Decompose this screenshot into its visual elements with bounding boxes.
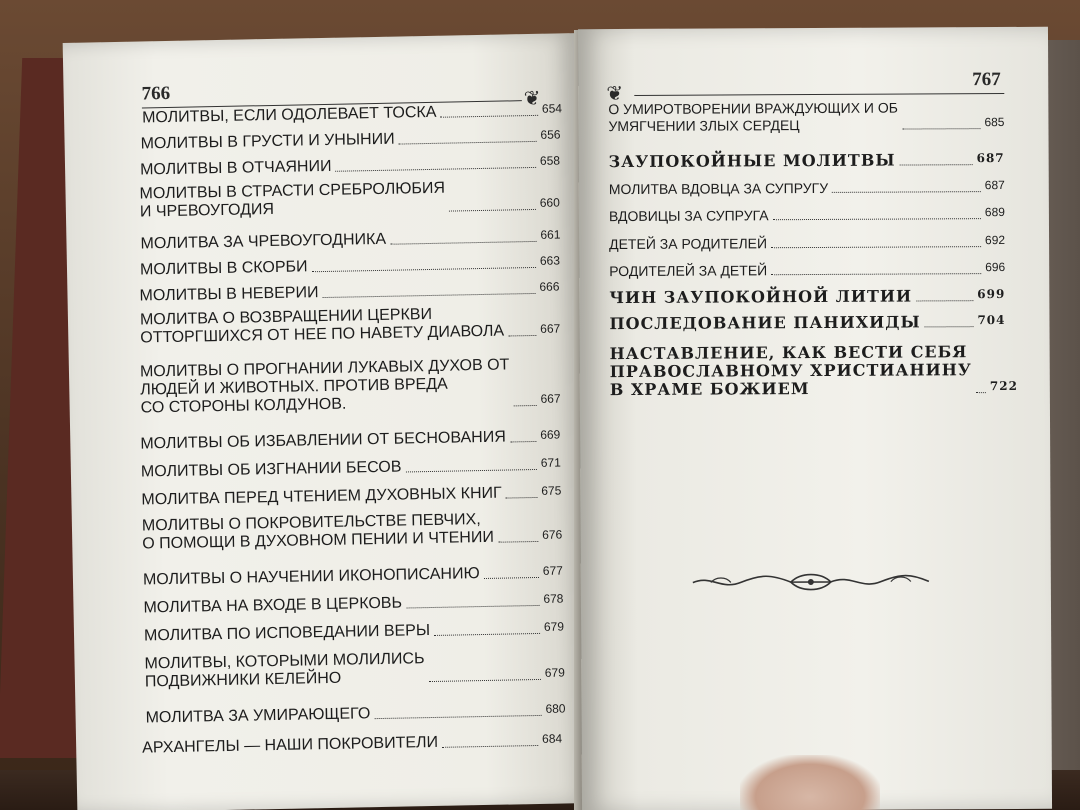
toc-entry-page: 666 xyxy=(539,279,560,294)
dot-leader xyxy=(312,267,536,272)
toc-entry-title: МОЛИТВА НА ВХОДЕ В ЦЕРКОВЬ xyxy=(143,594,403,617)
toc-entry[interactable] xyxy=(142,730,562,758)
toc-entry-title xyxy=(608,100,898,136)
toc-entry-line: МОЛИТВЫ О ПРОГНАНИИ ЛУКАВЫХ ДУХОВ ОТ xyxy=(139,356,510,381)
toc-entry-page: 687 xyxy=(984,178,1005,193)
dot-leader xyxy=(916,300,973,301)
toc-entry-title xyxy=(610,343,972,399)
dot-leader xyxy=(390,241,536,245)
left-page xyxy=(63,33,590,810)
toc-entry-title xyxy=(140,305,504,348)
toc-entry-title: ПОСЛЕДОВАНИЕ ПАНИХИДЫ xyxy=(609,312,921,334)
toc-entry[interactable] xyxy=(140,225,560,253)
decorative-flourish-icon xyxy=(691,571,931,592)
toc-entry[interactable] xyxy=(608,99,1004,135)
toc-entry-page: 684 xyxy=(541,731,563,746)
toc-entry[interactable] xyxy=(139,177,560,221)
toc-entry-title: МОЛИТВЫ В ГРУСТИ И УНЫНИИ xyxy=(140,130,395,153)
toc-entry-line: ОТТОРГШИХСЯ ОТ НЕЕ ПО НАВЕТУ ДИАВОЛА xyxy=(140,322,505,347)
toc-entry-title: ДЕТЕЙ ЗА РОДИТЕЛЕЙ xyxy=(609,235,768,253)
toc-entry[interactable] xyxy=(140,151,560,179)
toc-entry[interactable] xyxy=(140,356,561,418)
dot-leader xyxy=(506,497,538,499)
toc-entry-page: 704 xyxy=(977,313,1006,328)
toc-entry-line: О УМИРОТВОРЕНИИ ВРАЖДУЮЩИХ И ОБ xyxy=(608,99,898,118)
toc-entry[interactable] xyxy=(609,311,1005,333)
toc-entry[interactable] xyxy=(609,177,1005,198)
toc-entry-page: 687 xyxy=(976,151,1005,166)
toc-entry-title: МОЛИТВА ВДОВЦА ЗА СУПРУГУ xyxy=(608,179,829,198)
toc-entry[interactable] xyxy=(609,285,1005,307)
toc-entry-title: МОЛИТВЫ ОБ ИЗБАВЛЕНИИ ОТ БЕСНОВАНИЯ xyxy=(140,428,506,453)
corner-ornament-icon: ❦ xyxy=(606,81,624,106)
toc-entry-page: 677 xyxy=(542,563,564,578)
toc-entry[interactable] xyxy=(144,647,565,691)
toc-entry-line: МОЛИТВЫ О ПОКРОВИТЕЛЬСТВЕ ПЕВЧИХ, xyxy=(141,511,481,535)
toc-entry[interactable] xyxy=(609,149,1005,171)
dot-leader xyxy=(510,441,536,443)
toc-entry-title xyxy=(139,180,445,222)
toc-entry-page: 669 xyxy=(540,427,561,442)
dot-leader xyxy=(434,633,540,636)
toc-entry-line: СО СТОРОНЫ КОЛДУНОВ. xyxy=(140,395,347,417)
right-page xyxy=(578,27,1052,810)
toc-entry-title: МОЛИТВЫ ОБ ИЗГНАНИИ БЕСОВ xyxy=(140,458,402,481)
toc-entry[interactable] xyxy=(140,426,560,454)
dot-leader xyxy=(429,679,541,682)
toc-entry-title: МОЛИТВЫ В НЕВЕРИИ xyxy=(139,284,319,305)
toc-entry-page: 667 xyxy=(540,321,561,336)
toc-entry-line: ПОДВИЖНИКИ КЕЛЕЙНО xyxy=(144,669,342,691)
toc-entry[interactable] xyxy=(139,277,559,305)
toc-entry[interactable] xyxy=(140,251,560,279)
toc-entry[interactable] xyxy=(144,617,564,645)
toc-entry[interactable] xyxy=(145,699,565,727)
dot-leader xyxy=(498,541,538,543)
toc-entry-line: УМЯГЧЕНИИ ЗЛЫХ СЕРДЕЦ xyxy=(608,117,800,135)
toc-entry-title: ЧИН ЗАУПОКОЙНОЙ ЛИТИИ xyxy=(609,286,913,308)
toc-entry-title: МОЛИТВЫ В ОТЧАЯНИИ xyxy=(139,157,332,179)
dot-leader xyxy=(374,715,541,719)
thumb xyxy=(740,755,880,810)
toc-entry[interactable] xyxy=(609,204,1005,225)
toc-entry-line: НАСТАВЛЕНИЕ, КАК ВЕСТИ СЕБЯ xyxy=(609,342,968,364)
toc-entry-title: МОЛИТВА ПЕРЕД ЧТЕНИЕМ ДУХОВНЫХ КНИГ xyxy=(141,484,502,509)
dot-leader xyxy=(406,605,539,609)
toc-entry-title: МОЛИТВА ЗА УМИРАЮЩЕГО xyxy=(145,705,371,727)
dot-leader xyxy=(442,745,538,748)
toc-entry-line: ПРАВОСЛАВНОМУ ХРИСТИАНИНУ xyxy=(609,360,972,382)
toc-entry-page: 678 xyxy=(543,591,564,606)
toc-entry-title: МОЛИТВЫ О НАУЧЕНИИ ИКОНОПИСАНИЮ xyxy=(142,565,480,589)
toc-entry-page: 656 xyxy=(540,127,561,142)
toc-entry-page: 658 xyxy=(539,153,561,168)
toc-entry-title: РОДИТЕЛЕЙ ЗА ДЕТЕЙ xyxy=(609,262,768,280)
toc-entry-title: МОЛИТВЫ, ЕСЛИ ОДОЛЕВАЕТ ТОСКА xyxy=(141,103,437,127)
dot-leader xyxy=(900,164,973,165)
toc-entry-page: 699 xyxy=(977,287,1006,302)
toc-entry-page: 692 xyxy=(984,233,1006,248)
toc-entry-title: МОЛИТВЫ В СКОРБИ xyxy=(139,258,308,279)
left-page-number: 766 xyxy=(141,82,171,105)
toc-entry[interactable] xyxy=(141,481,561,509)
toc-entry[interactable] xyxy=(142,99,562,127)
toc-entry-title: МОЛИТВА ПО ИСПОВЕДАНИИ ВЕРЫ xyxy=(143,622,431,645)
dot-leader xyxy=(484,577,539,579)
toc-entry-line: И ЧРЕВОУГОДИЯ xyxy=(139,200,275,221)
toc-entry-page: 689 xyxy=(984,205,1005,220)
dot-leader xyxy=(976,392,986,393)
right-page-number: 767 xyxy=(972,69,1001,91)
toc-entry-title: МОЛИТВА ЗА ЧРЕВОУГОДНИКА xyxy=(140,230,387,253)
toc-entry[interactable] xyxy=(609,232,1005,253)
dot-leader xyxy=(771,273,981,275)
toc-entry-title xyxy=(142,511,494,554)
toc-entry-line: МОЛИТВА О ВОЗВРАЩЕНИИ ЦЕРКВИ xyxy=(139,305,433,329)
toc-entry-page: 685 xyxy=(984,115,1005,130)
toc-entry-page: 661 xyxy=(540,227,561,242)
toc-entry-page: 667 xyxy=(540,391,561,406)
dot-leader xyxy=(441,115,539,118)
toc-entry-page: 696 xyxy=(985,260,1006,275)
toc-entry-line: В ХРАМЕ БОЖИЕМ xyxy=(609,379,810,400)
dot-leader xyxy=(925,326,974,327)
corner-ornament-icon: ❦ xyxy=(523,85,541,111)
toc-entry[interactable] xyxy=(140,125,560,153)
right-header-rule xyxy=(634,93,1004,96)
toc-entry-page: 680 xyxy=(545,701,566,716)
dot-leader xyxy=(832,191,981,193)
dot-leader xyxy=(323,293,536,298)
toc-entry-page: 722 xyxy=(989,378,1019,394)
toc-entry[interactable] xyxy=(141,454,561,482)
dot-leader xyxy=(902,128,980,129)
dot-leader xyxy=(508,335,536,337)
toc-entry[interactable] xyxy=(142,509,563,553)
toc-entry-title: АРХАНГЕЛЫ — НАШИ ПОКРОВИТЕЛИ xyxy=(142,733,439,757)
toc-entry-page: 660 xyxy=(539,195,560,210)
toc-entry[interactable] xyxy=(143,589,563,617)
toc-entry[interactable] xyxy=(609,342,1019,400)
toc-entry-page: 663 xyxy=(539,253,561,268)
dot-leader xyxy=(771,246,981,248)
dot-leader xyxy=(449,209,536,212)
toc-entry-page: 675 xyxy=(541,483,562,498)
toc-entry-line: МОЛИТВЫ В СТРАСТИ СРЕБРОЛЮБИЯ xyxy=(139,179,446,203)
dot-leader xyxy=(399,141,537,145)
toc-entry-page: 679 xyxy=(544,665,565,680)
toc-entry-title: ЗАУПОКОЙНЫЕ МОЛИТВЫ xyxy=(608,150,896,172)
dot-leader xyxy=(406,469,537,473)
toc-entry[interactable] xyxy=(609,259,1005,280)
toc-entry-title: ВДОВИЦЫ ЗА СУПРУГА xyxy=(608,207,769,225)
toc-entry[interactable] xyxy=(140,303,561,347)
dot-leader xyxy=(336,167,537,172)
dot-leader xyxy=(514,405,537,406)
toc-entry[interactable] xyxy=(143,561,563,589)
toc-entry-title xyxy=(140,356,510,417)
toc-entry-page: 654 xyxy=(541,101,563,116)
toc-entry-page: 671 xyxy=(540,455,561,470)
toc-entry-line: О ПОМОЩИ В ДУХОВНОМ ПЕНИИ И ЧТЕНИИ xyxy=(142,528,495,553)
toc-entry-page: 676 xyxy=(542,527,563,542)
toc-entry-page: 679 xyxy=(543,619,565,634)
toc-entry-line: МОЛИТВЫ, КОТОРЫМИ МОЛИЛИСЬ xyxy=(144,650,425,673)
dot-leader xyxy=(773,218,981,220)
toc-entry-line: ЛЮДЕЙ И ЖИВОТНЫХ. ПРОТИВ ВРЕДА xyxy=(140,375,448,399)
toc-entry-title xyxy=(144,650,425,691)
